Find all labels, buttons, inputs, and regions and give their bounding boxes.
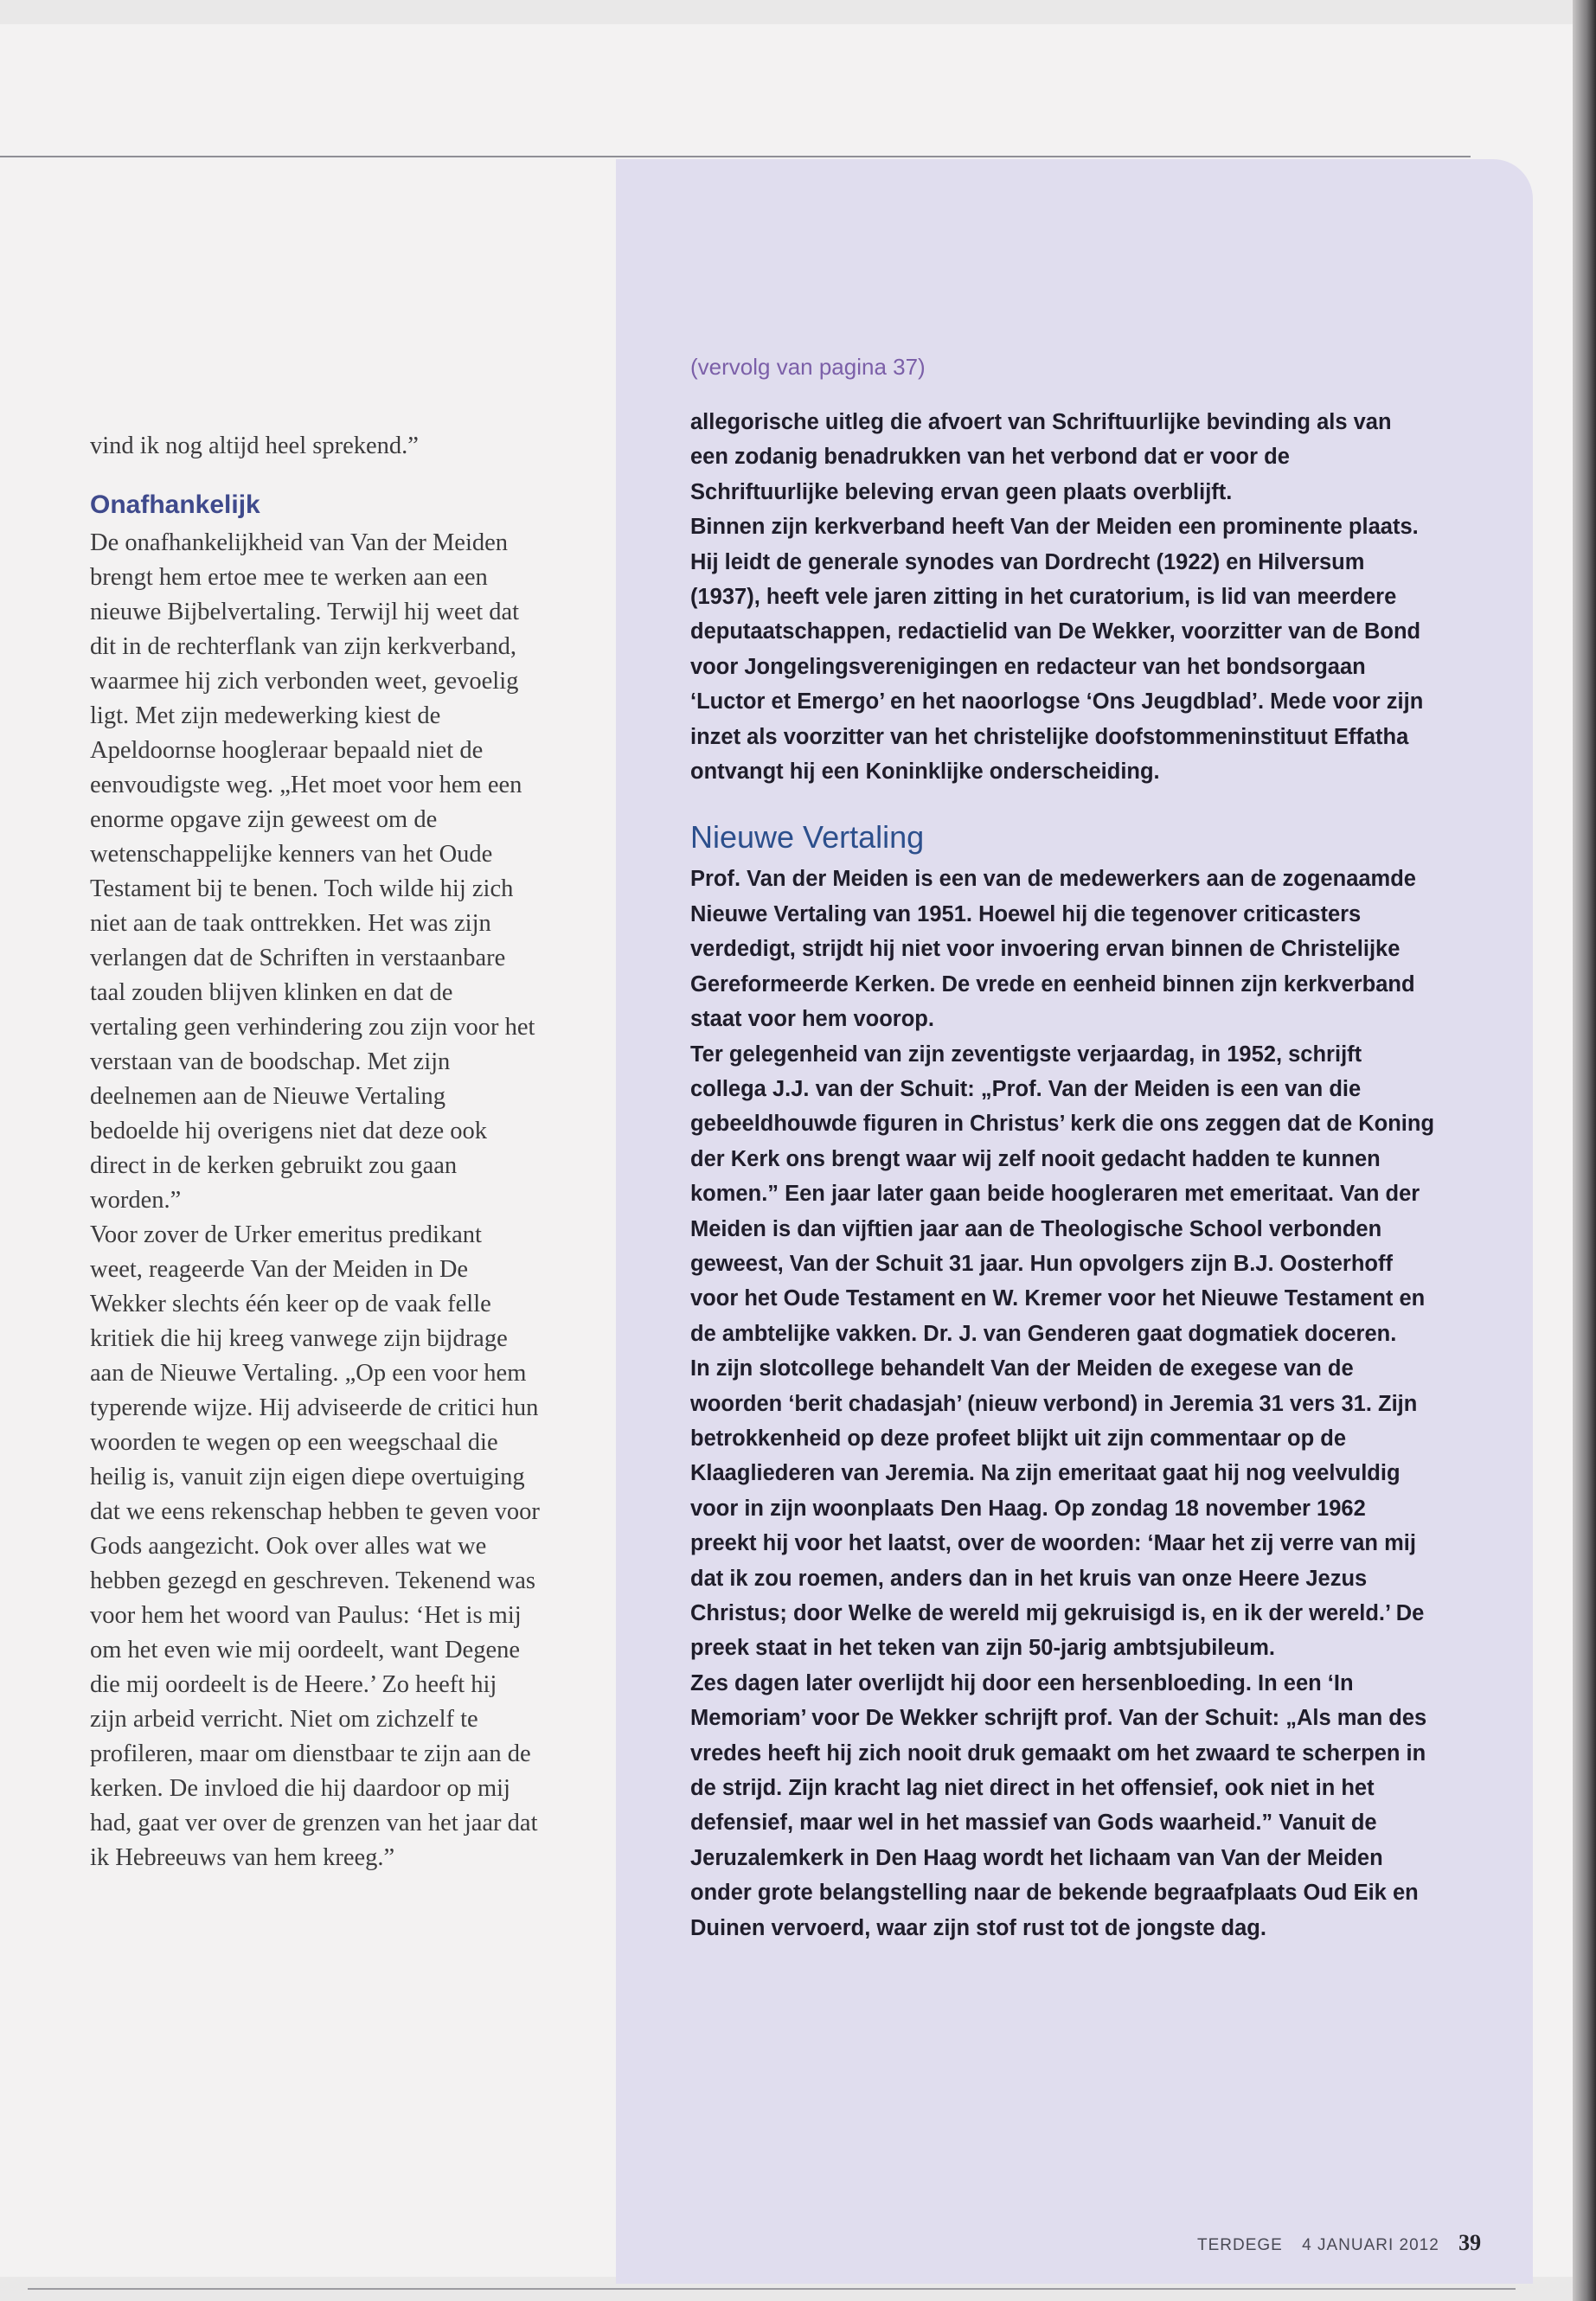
right-paragraph-2: Binnen zijn kerkverband heeft Van der Meiden een prominente plaats. Hij leidt de generale synodes van Dordrecht (1922) en Hilversum (1937), heeft vele jaren zitting in het curatorium, is lid van meerdere deputaatschappen, redactielid van De Wekker, voorzitter van de Bond voor Jongelingsverenigingen en redacteur van het bondsorgaan ‘Luctor et Emergo’ en het naoorlogse ‘Ons Jeugdblad’. Mede voor zijn inzet als voorzitter van het christelijke doofstommeninstituut Effatha ontvangt hij een Koninklijke onderscheiding. xyxy=(690,515,1424,785)
right-paragraph-4: Ter gelegenheid van zijn zeventigste verjaardag, in 1952, schrijft collega J.J. van der Schuit: „Prof. Van der Meiden is een van die gebeeldhouwde figuren in Christus’ kerk die ons zeggen dat de Koning der Kerk ons brengt waar wij zelf nooit gedacht hadden te kunnen komen.” Een jaar later gaan beide hoogleraren met emeritaat. Van der Meiden is dan vijftien jaar aan de Theologische School verbonden geweest, Van der Schuit 31 jaar. Hun opvolgers zijn B.J. Oosterhoff voor het Oude Testament en W. Kremer voor het Nieuwe Testament en de ambtelijke vakken. Dr. J. van Genderen gaat dogmatiek doceren. xyxy=(690,1042,1435,1346)
right-column xyxy=(690,349,1434,1945)
section-heading-nieuwe-vertaling: Nieuwe Vertaling xyxy=(690,819,925,856)
magazine-page xyxy=(0,24,1596,2277)
left-paragraph-1: De onafhankelijkheid van Van der Meiden brengt hem ertoe mee te werken aan een nieuwe Bijbelvertaling. Terwijl hij weet dat dit in de rechterflank van zijn kerkverband, waarmee hij zich verbonden weet, gevoelig ligt. Met zijn medewerking kiest de Apeldoornse hoogleraar bepaald niet de eenvoudigste weg. „Het moet voor hem een enorme opgave zijn geweest om de wetenschappelijke kenners van het Oude Testament bij te benen. Toch wilde hij zich niet aan de taak onttrekken. Het was zijn verlangen dat de Schriften in verstaanbare taal zouden blijven klinken en dat de vertaling geen verhindering zou zijn voor het verstaan van de boodschap. Met zijn deelnemen aan de Nieuwe Vertaling bedoelde hij overigens niet dat deze ook direct in de kerken gebruikt zou gaan worden.” xyxy=(90,529,535,1214)
top-divider xyxy=(0,156,1471,157)
right-paragraph-5: In zijn slotcollege behandelt Van der Meiden de exegese van de woorden ‘berit chadasjah’ (nieuw verbond) in Jeremia 31 vers 31. Zijn betrokkenheid op deze profeet blijkt uit zijn commentaar op de Klaagliederen van Jeremia. Na zijn emeritaat gaat hij nog veelvuldig voor in zijn woonplaats Den Haag. Op zondag 18 november 1962 preekt hij voor het laatst, over de woorden: ‘Maar het zij verre van mij dat ik zou roemen, anders dan in het kruis van onze Heere Jezus Christus; door Welke de wereld mij gekruisigd is, en ik der wereld.’ De preek staat in het teken van zijn 50-jarig ambtsjubileum. xyxy=(690,1356,1425,1661)
issue-date: 4 JANUARI 2012 xyxy=(1302,2236,1439,2254)
continued-from-label: (vervolg van pagina 37) xyxy=(690,354,926,380)
intro-quote-end: vind ik nog altijd heel sprekend.” xyxy=(90,433,419,459)
binding-edge xyxy=(1573,0,1596,2301)
right-paragraph-3: Prof. Van der Meiden is een van de medewerkers aan de zogenaamde Nieuwe Vertaling van 1951. Hoewel hij die tegenover criticasters verdedigt, strijdt hij niet voor invoering ervan binnen de Christelijke Gereformeerde Kerken. De vrede en eenheid binnen zijn kerkverband staat voor hem voorop. xyxy=(690,867,1416,1032)
bottom-divider xyxy=(28,2288,1516,2290)
magazine-name: TERDEGE xyxy=(1197,2236,1283,2254)
page-footer xyxy=(1197,2230,1481,2256)
left-column xyxy=(90,429,540,1875)
right-paragraph-6: Zes dagen later overlijdt hij door een hersenbloeding. In een ‘In Memoriam’ voor De Wekker schrijft prof. Van der Schuit: „Als man des vredes heeft hij zich nooit druk gemaakt om het zwaard te scherpen in de strijd. Zijn kracht lag niet direct in het offensief, ook niet in het defensief, maar wel in het massief van Gods waarheid.” Vanuit de Jeruzalemkerk in Den Haag wordt het lichaam van Van der Meiden onder grote belangstelling naar de bekende begraafplaats Oud Eik en Duinen vervoerd, waar zijn stof rust tot de jongste dag. xyxy=(690,1670,1427,1940)
left-paragraph-2: Voor zover de Urker emeritus predikant weet, reageerde Van der Meiden in De Wekker slechts één keer op de vaak felle kritiek die hij kreeg vanwege zijn bijdrage aan de Nieuwe Vertaling. „Op een voor hem typerende wijze. Hij adviseerde de critici hun woorden te wegen op een weegschaal die heilig is, vanuit zijn eigen diepe overtuiging dat we eens rekenschap hebben te geven voor Gods aangezicht. Ook over alles wat we hebben gezegd en geschreven. Tekenend was voor hem het woord van Paulus: ‘Het is mij om het even wie mij oordeelt, want Degene die mij oordeelt is de Heere.’ Zo heeft hij zijn arbeid verricht. Niet om zichzelf te profileren, maar om dienstbaar te zijn aan de kerken. De invloed die hij daardoor op mij had, gaat ver over de grenzen van het jaar dat ik Hebreeuws van hem kreeg.” xyxy=(90,1221,540,1871)
page-number: 39 xyxy=(1458,2230,1482,2255)
section-heading-onafhankelijk: Onafhankelijk xyxy=(90,490,260,519)
right-paragraph-1: allegorische uitleg die afvoert van Schriftuurlijke bevinding als van een zodanig benadrukken van het verbond dat er voor de Schriftuurlijke beleving ervan geen plaats overblijft. xyxy=(690,410,1392,504)
